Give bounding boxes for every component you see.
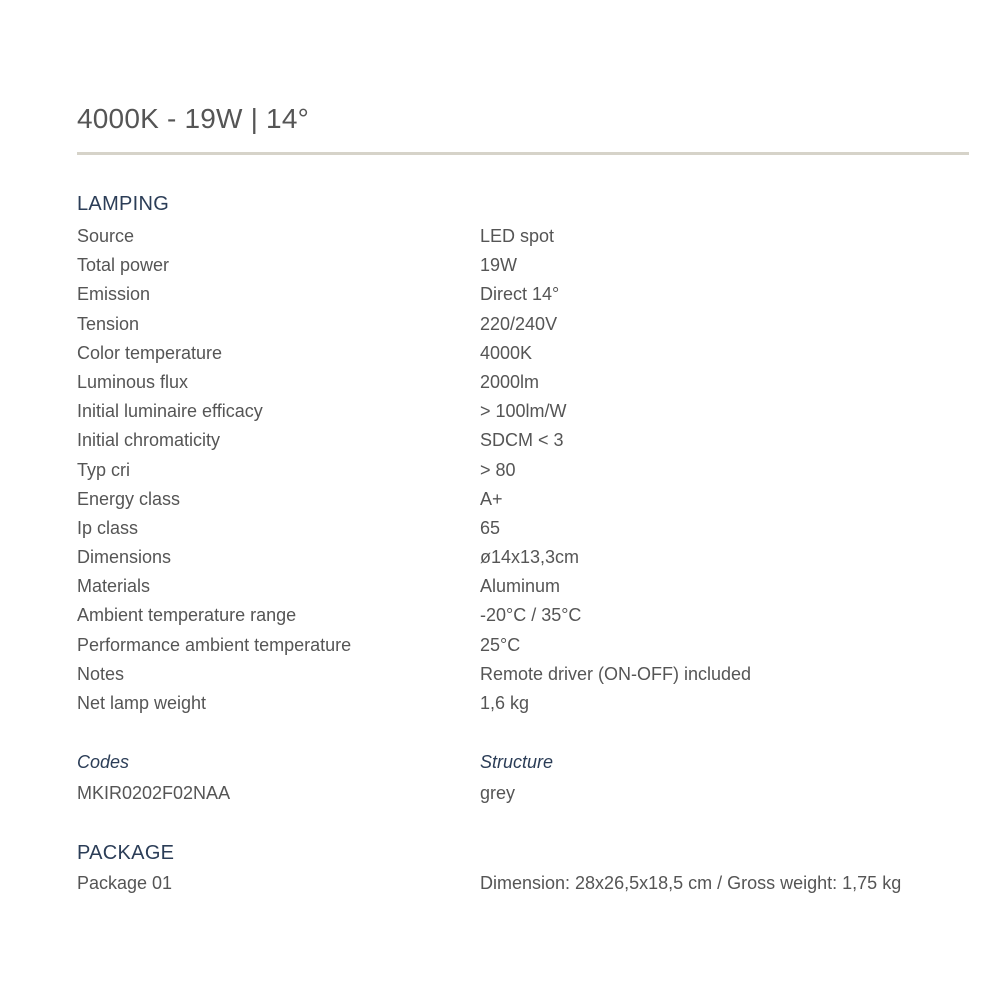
spec-label: Tension [77, 313, 140, 334]
spec-label: Ambient temperature range [77, 605, 297, 626]
structure-heading: Structure [480, 752, 554, 772]
title-divider [77, 152, 969, 155]
spec-value: 65 [480, 517, 501, 538]
spec-row-source [77, 222, 977, 251]
spec-label: Source [77, 226, 135, 246]
codes-value: MKIR0202F02NAA [77, 783, 231, 803]
spec-label: Luminous flux [77, 371, 189, 392]
spec-value: 4000K [480, 342, 533, 363]
spec-value: 220/240V [480, 313, 558, 334]
spec-label: Emission [77, 284, 151, 305]
spec-row-dimensions [77, 543, 977, 572]
spec-row-energy-class [77, 485, 977, 514]
lamping-heading: LAMPING [77, 193, 170, 215]
spec-value: -20°C / 35°C [480, 605, 582, 626]
spec-label: Initial luminaire efficacy [77, 401, 263, 422]
spec-label: Energy class [77, 488, 181, 509]
spec-label: Notes [77, 663, 125, 684]
package-label: Package 01 [77, 873, 173, 893]
spec-row-color-temperature [77, 339, 977, 368]
lamping-spec-list [77, 222, 977, 718]
spec-row-total-power [77, 251, 977, 280]
spec-row-ambient-temperature-range [77, 601, 977, 630]
spec-value: Aluminum [480, 576, 561, 597]
spec-value: > 100lm/W [480, 401, 567, 422]
spec-label: Color temperature [77, 342, 223, 363]
package-heading: PACKAGE [77, 842, 175, 864]
spec-value: ø14x13,3cm [480, 547, 580, 568]
page-title: 4000K - 19W | 14° [77, 103, 309, 134]
spec-row-tension [77, 310, 977, 339]
spec-row-initial-luminaire-efficacy [77, 397, 977, 426]
spec-row-performance-ambient-temperature [77, 631, 977, 660]
spec-label: Typ cri [77, 459, 131, 480]
spec-value: 19W [480, 255, 518, 276]
spec-value: Remote driver (ON-OFF) included [480, 663, 752, 684]
spec-row-notes [77, 660, 977, 689]
spec-row-luminous-flux [77, 368, 977, 397]
spec-row-ip-class [77, 514, 977, 543]
spec-label: Dimensions [77, 547, 172, 568]
package-value: Dimension: 28x26,5x18,5 cm / Gross weight: 1,75 kg [480, 873, 902, 893]
spec-label: Net lamp weight [77, 693, 207, 713]
spec-label: Ip class [77, 517, 139, 538]
spec-value: LED spot [480, 226, 555, 246]
structure-value: grey [480, 783, 516, 803]
spec-value: 25°C [480, 634, 521, 655]
spec-label: Total power [77, 255, 170, 276]
codes-heading: Codes [77, 752, 130, 772]
spec-value: > 80 [480, 459, 516, 480]
spec-label: Performance ambient temperature [77, 634, 352, 655]
spec-value: 2000lm [480, 371, 540, 392]
spec-row-initial-chromaticity [77, 426, 977, 455]
spec-value: 1,6 kg [480, 693, 530, 713]
spec-label: Initial chromaticity [77, 430, 221, 451]
spec-value: Direct 14° [480, 284, 560, 305]
spec-row-emission [77, 280, 977, 309]
spec-value: A+ [480, 488, 503, 509]
spec-row-typ-cri [77, 456, 977, 485]
spec-row-net-lamp-weight [77, 689, 977, 718]
spec-row-materials [77, 572, 977, 601]
spec-label: Materials [77, 576, 151, 597]
spec-value: SDCM < 3 [480, 430, 564, 451]
